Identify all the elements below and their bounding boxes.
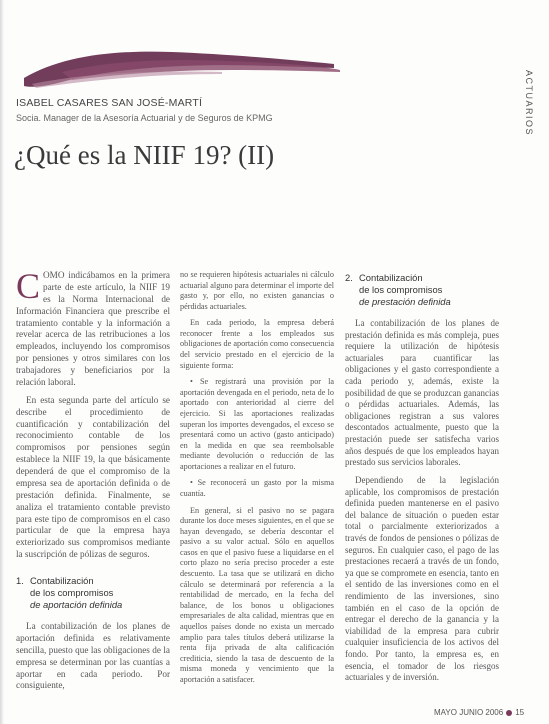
paragraph: En cada periodo, la empresa deberá reconocer frente a los empleados sus obligaciones de aportación como consecuencia del servicio prestado en el ejercicio de la siguiente forma: [180,318,334,370]
section-heading-1 [16,575,170,611]
bullet-dot-icon [506,710,512,716]
paragraph: La contabilización de los planes de prestación definida es más compleja, pues requiere la utilización de hipótesis actuariales para cuantificar las obligaciones y el gasto correspondiente a cada periodo y, además, existe la posibilidad de que se produzcan ganancias o pérdidas actuariales. Además, las obligaciones registran a sus valores descontados actualmente, puesto que la prestación puede ser satisfecha varios años después de que los empleados hayan prestado sus servicios laborales. [345,318,499,468]
article-title: ¿Qué es la NIIF 19? (II) [14,140,275,170]
section-side-label [522,70,536,137]
paragraph: En general, si el pasivo no se pagara durante los doce meses siguientes, en el que se hayan devengado, se debería descontar el pasivo a su valor actual. Sólo en aquellos casos en que el pasivo fuese a liquidarse en el corto plazo no sería preciso proceder a este descuento. La tasa que se utilizará en dicho cálculo se determinará por referencia a la rentabilidad de mercado, en la fecha del balance, de los bonos u obligaciones empresariales de alta calidad, mientras que en aquellos países donde no exista un mercado amplio para tales títulos deberá utilizarse la renta fija privada de alta calificación crediticia, siendo la tasa de descuento de la misma moneda y vencimiento que la aportación a satisfacer. [180,505,334,684]
paragraph: En esta segunda parte del artículo se describe el procedimiento de cuantificación y contabilización del reconocimiento contable de los compromisos por pensiones según establece la NIIF 19, la que básicamente dependerá de que el compromiso de la empresa sea de aportación definida o de prestación definida. Finalmente, se analiza el tratamiento contable previsto para este tipo de compromisos en el caso particular de que la empresa haya exteriorizado sus compromisos mediante la suscripción de pólizas de seguros. [16,394,170,560]
page-footer [434,708,524,717]
drop-cap: C [16,270,41,306]
author-name: ISABEL CASARES SAN JOSÉ-MARTÍ [16,97,203,109]
bullet-paragraph: • Se registrará una provisión por la aportación devengada en el periodo, neta de lo aportado con anterioridad al cierre del ejercicio. Si las aportaciones realizadas superan los importes devengados, el exceso se presentará como un activo (gasto anticipado) en la medida en que sea reembolsable mediante devolución o reducción de las aportaciones a realizar en el futuro. [180,377,334,471]
side-label-text: ACTUARIOS [524,70,534,137]
section-heading-line: Contabilización [30,575,94,586]
paragraph: no se requieren hipótesis actuariales ni cálculo actuarial alguno para determinar el importe del gasto y, por ello, no existen ganancias o pérdidas actuariales. [180,270,334,311]
text-column-1 [16,270,170,698]
section-heading-line: Contabilización [359,272,423,283]
paragraph: Dependiendo de la legislación aplicable, los compromisos de prestación definida pueden mantenerse en el pasivo del balance de situación o pueden estar total o parcialmente exteriorizados a través de fondos de pensiones o pólizas de seguros. En cualquier caso, el pago de las prestaciones recaerá a través de un fondo, ya que se compromete en esencia, tanto en el sentido de las inversiones como en el rendimiento de las inversiones, sino también en el caso de la opción de entregar el derecho de la ganancia y la viabilidad de la empresa para cubrir cualquier insuficiencia de los activos del fondo. Por tanto, la empresa es, en esencia, el tomador de los riesgos actuariales y de inversión. [345,474,499,683]
paragraph [16,270,170,389]
section-heading-line: de los compromisos [359,284,443,295]
section-heading-line: de aportación definida [30,599,123,610]
text-column-3 [345,270,499,690]
paragraph: La contabilización de los planes de aportación definida es relativamente sencilla, puesto que las obligaciones de la empresa se determinan por las cuantías a aportar en cada periodo. Por consiguiente, [16,621,170,691]
section-number: 1. [16,575,24,586]
section-number: 2. [345,272,353,283]
issue-date: MAYO JUNIO 2006 [434,708,504,717]
scan-edge [0,0,4,724]
header-brush-stroke [22,44,342,94]
page-number: 15 [515,708,525,717]
section-heading-line: de prestación definida [359,296,451,307]
bullet-paragraph: • Se reconocerá un gasto por la misma cuantía. [180,478,334,498]
text-column-2 [180,270,334,691]
section-heading-2 [345,272,499,308]
section-heading-line: de los compromisos [30,587,114,598]
paragraph-text: OMO indicábamos en la primera parte de este artículo, la NIIF 19 es la Norma Internacional de Información Financiera que prescribe el tratamiento contable y la información a revelar acerca de las retribuciones a los empleados, incluyendo los compromisos por pensiones y otros similares con los trabajadores y beneficiarios por la relación laboral. [16,270,170,387]
author-role: Socia. Manager de la Asesoría Actuarial y de Seguros de KPMG [16,113,273,123]
